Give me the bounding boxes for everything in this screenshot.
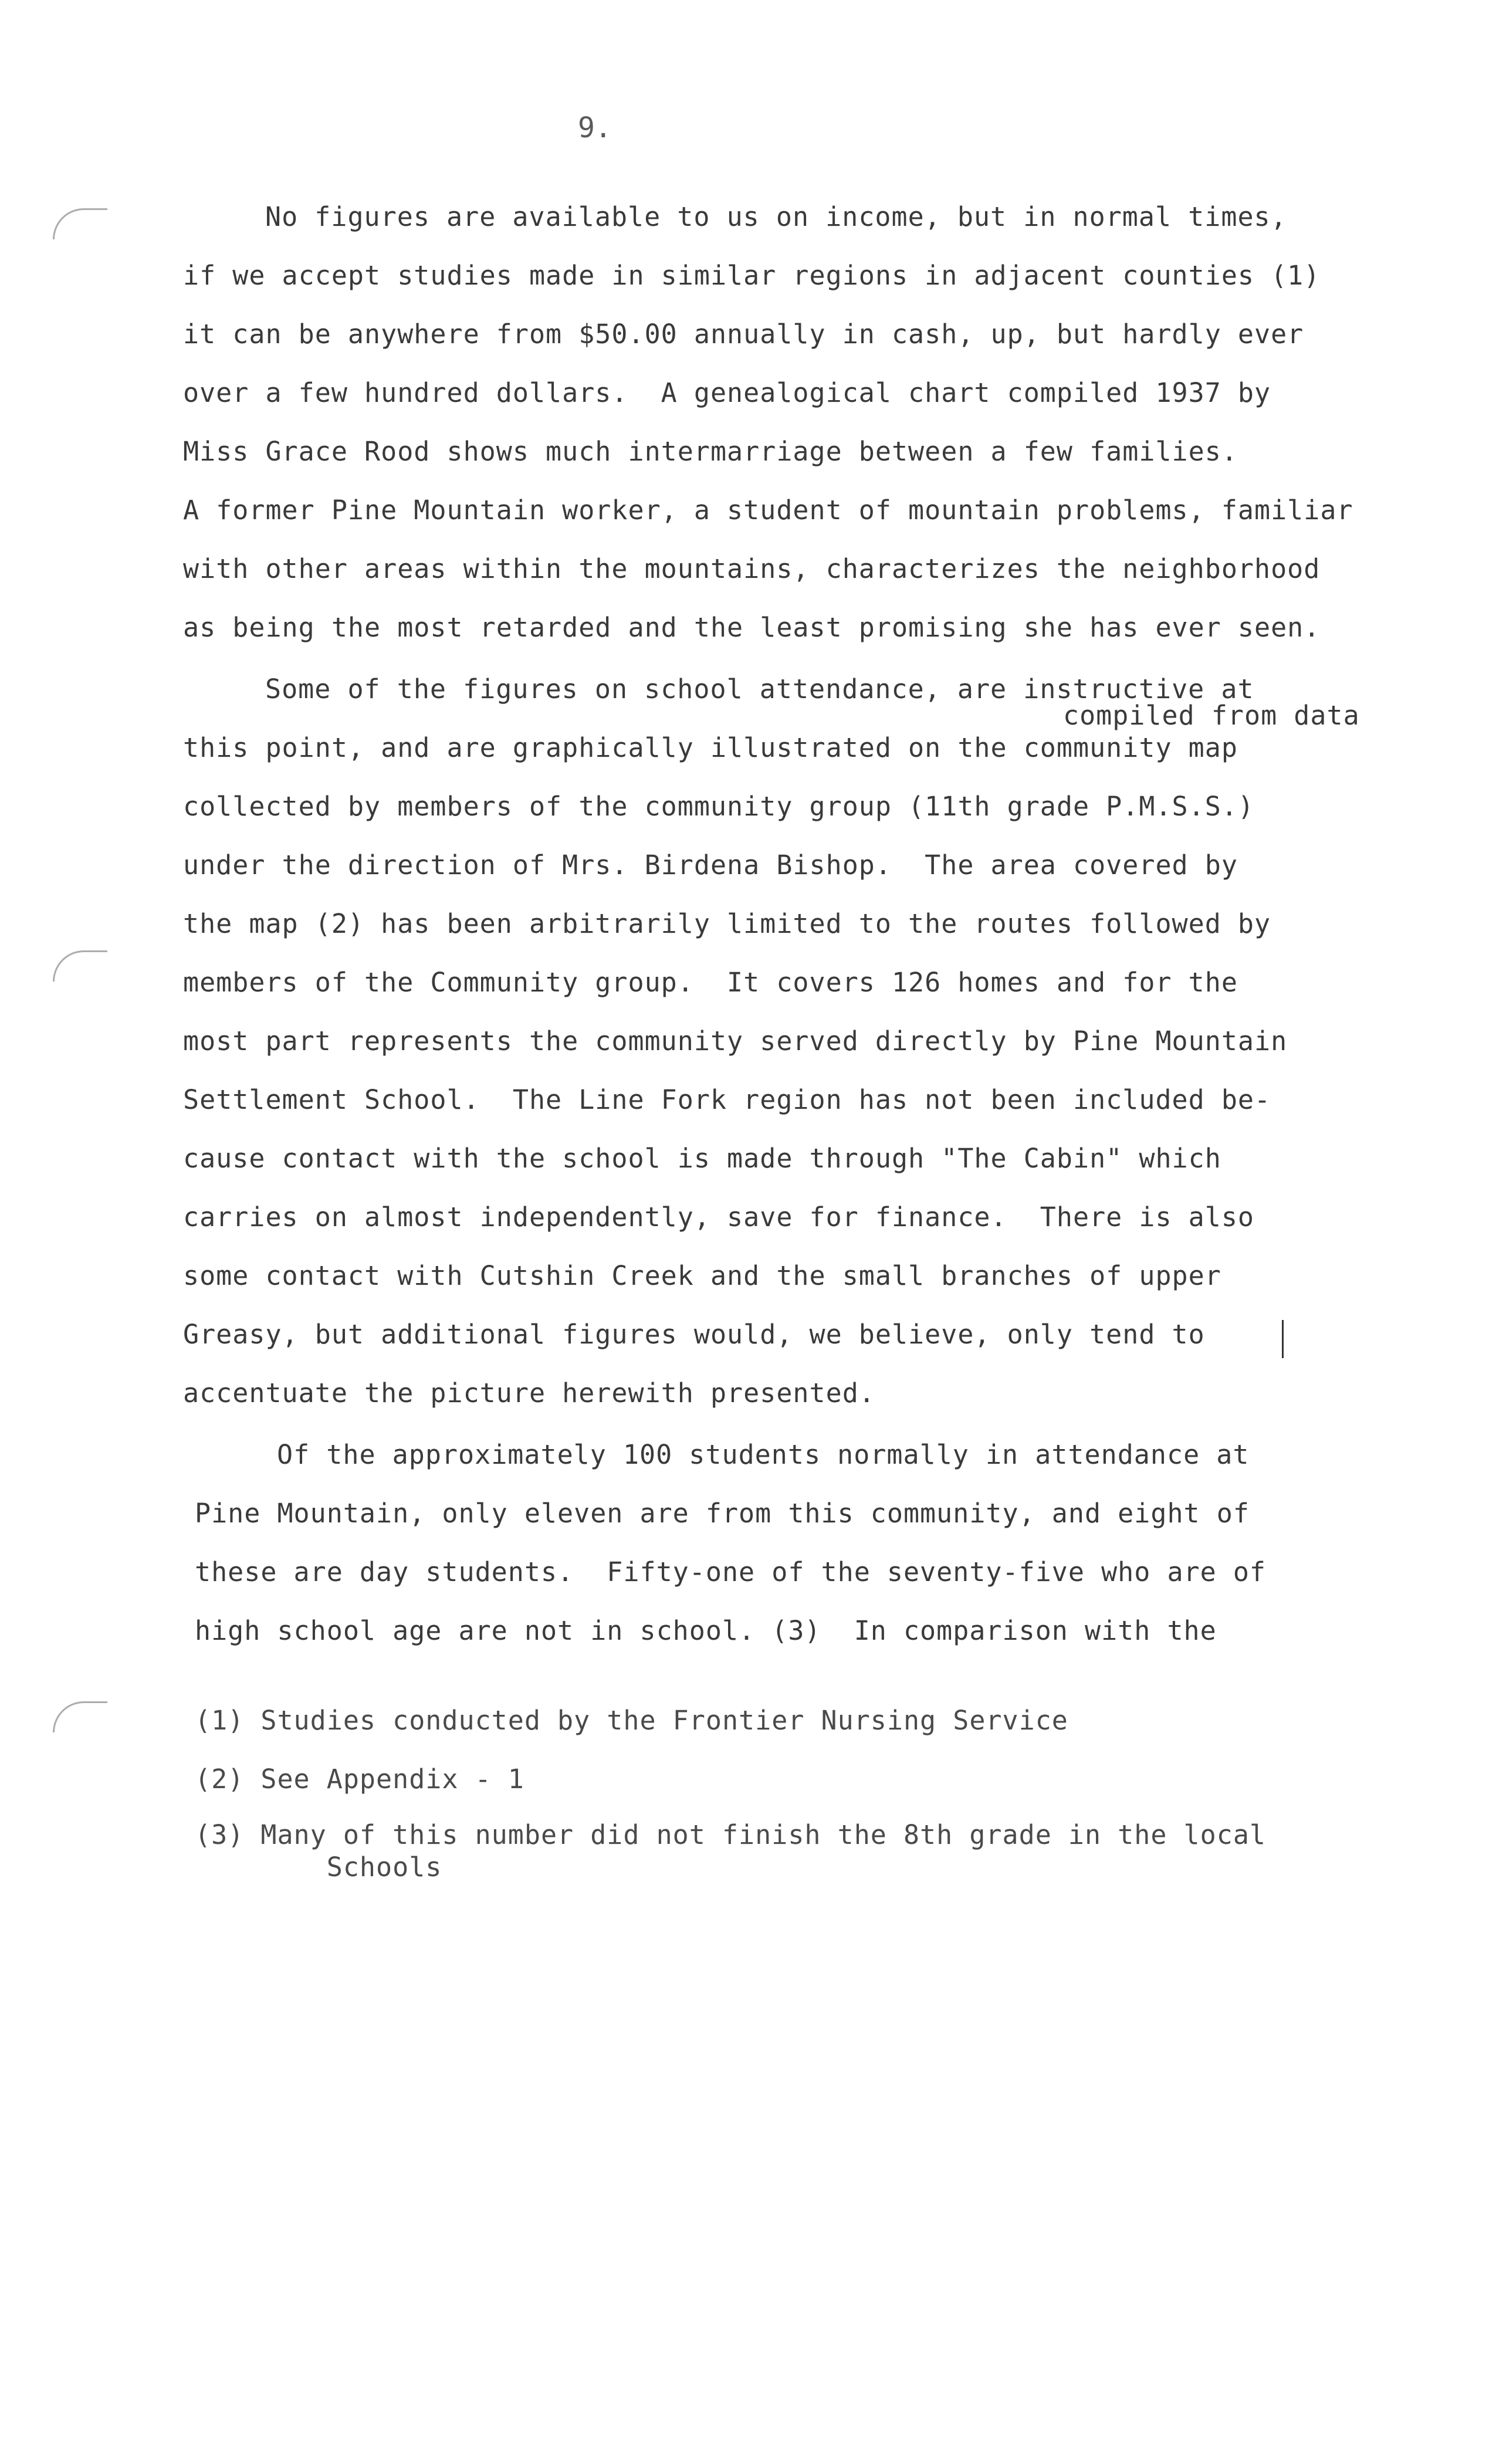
body-line: if we accept studies made in similar regions in adjacent counties (1) xyxy=(183,260,1321,291)
body-line: as being the most retarded and the least promising she has ever seen. xyxy=(183,612,1321,643)
footnote: (2) See Appendix - 1 xyxy=(195,1764,524,1795)
body-line: some contact with Cutshin Creek and the small branches of upper xyxy=(183,1260,1221,1291)
page-number: 9. xyxy=(578,111,612,144)
body-line: over a few hundred dollars. A genealogical chart compiled 1937 by xyxy=(183,377,1271,408)
body-line: cause contact with the school is made through "The Cabin" which xyxy=(183,1143,1221,1174)
body-line: the map (2) has been arbitrarily limited to the routes followed by xyxy=(183,908,1271,939)
body-line: high school age are not in school. (3) In comparison with the xyxy=(195,1615,1217,1646)
punch-hole-mark-bottom xyxy=(53,1701,107,1732)
body-line: Some of the figures on school attendance, are instructive at xyxy=(265,673,1254,705)
body-line: it can be anywhere from $50.00 annually in cash, up, but hardly ever xyxy=(183,319,1304,350)
body-line: No figures are available to us on income, but in normal times, xyxy=(265,201,1287,232)
body-line: Greasy, but additional figures would, we believe, only tend to xyxy=(183,1319,1205,1350)
punch-hole-mark-middle xyxy=(53,950,107,981)
footnote: (3) Many of this number did not finish the 8th grade in the local xyxy=(195,1819,1266,1850)
body-line: members of the Community group. It covers 126 homes and for the xyxy=(183,967,1238,998)
body-line: collected by members of the community group (11th grade P.M.S.S.) xyxy=(183,791,1254,822)
punch-hole-mark-top xyxy=(53,208,107,239)
body-line: under the direction of Mrs. Birdena Bishop. The area covered by xyxy=(183,849,1238,881)
body-line: these are day students. Fifty-one of the seventy-five who are of xyxy=(195,1556,1266,1588)
body-line: Settlement School. The Line Fork region has not been included be- xyxy=(183,1084,1271,1115)
margin-mark xyxy=(1282,1320,1284,1358)
inserted-text: compiled from data xyxy=(1063,700,1360,731)
body-line: Of the approximately 100 students normally in attendance at xyxy=(277,1439,1250,1470)
body-line: Miss Grace Rood shows much intermarriage between a few families. xyxy=(183,436,1238,467)
body-line: this point, and are graphically illustrated on the community map xyxy=(183,732,1238,763)
body-line: with other areas within the mountains, characterizes the neighborhood xyxy=(183,553,1321,584)
body-line: accentuate the picture herewith presented. xyxy=(183,1377,875,1409)
footnote: (1) Studies conducted by the Frontier Nursing Service xyxy=(195,1705,1068,1736)
body-line: A former Pine Mountain worker, a student of mountain problems, familiar xyxy=(183,495,1353,526)
body-line: Pine Mountain, only eleven are from this community, and eight of xyxy=(195,1498,1250,1529)
body-line: most part represents the community served directly by Pine Mountain xyxy=(183,1025,1288,1057)
body-line: carries on almost independently, save for finance. There is also xyxy=(183,1201,1254,1233)
footnote: Schools xyxy=(195,1852,442,1883)
